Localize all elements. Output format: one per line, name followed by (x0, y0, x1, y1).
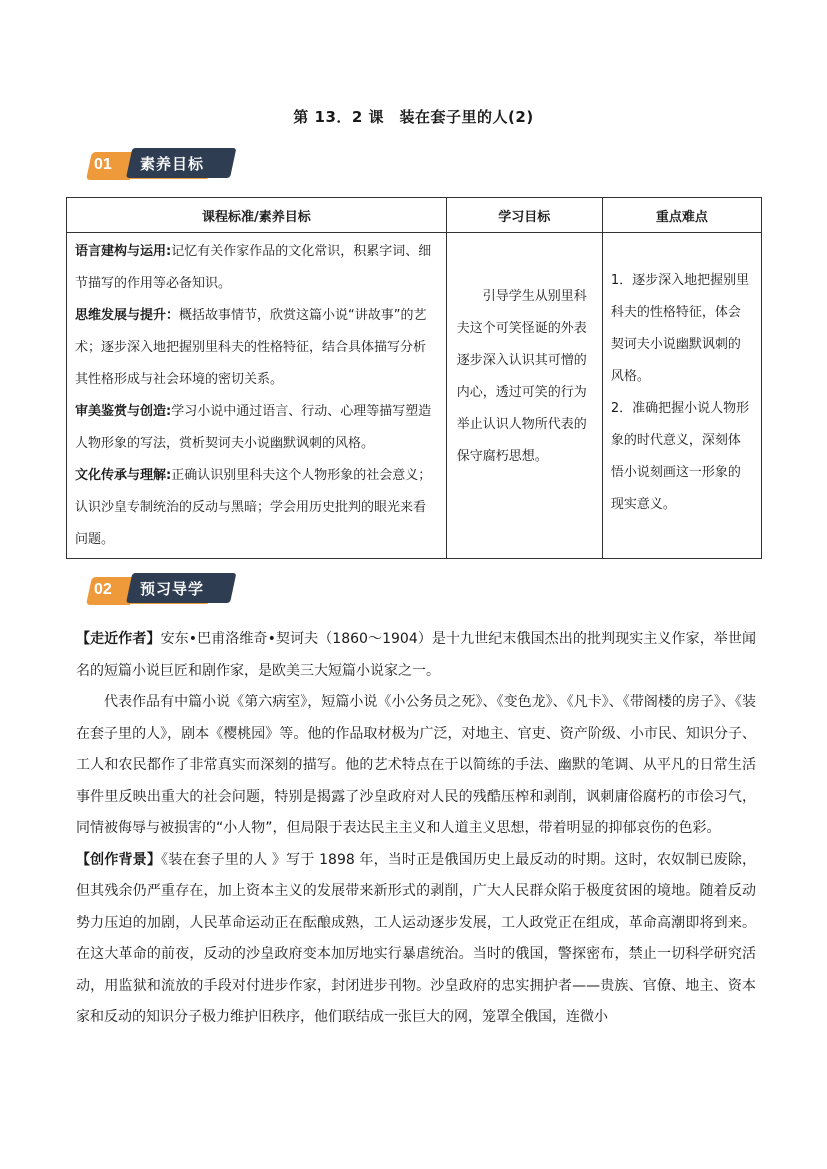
difficulty-item: 1．逐步深入地把握别里科夫的性格特征，体会契诃夫小说幽默讽刺的风格。 (610, 273, 750, 384)
standard-item (75, 460, 438, 556)
works-paragraph: 代表作品有中篇小说《第六病室》，短篇小说《小公务员之死》、《变色龙》、《凡卡》、《带阁楼的房子》、《装在套子里的人》，剧本《樱桃园》等。他的作品取材极为广泛，对地主、官吏、资产阶级、小市民、知识分子、工人和农民都作了非常真实而深刻的描写。他的艺术特点在于以简练的手法、幽默的笔调、从平凡的日常生活事件里反映出重大的社会问题，特别是揭露了沙皇政府对人民的残酷压榨和剥削，讽刺庸俗腐朽的市侩习气，同情被侮辱与被损害的“小人物”，但局限于表达民主主义和人道主义思想，带着明显的抑郁哀伤的色彩。 (76, 694, 756, 836)
section-number: 01 (94, 156, 112, 173)
standard-title: 文化传承与理解: (75, 468, 172, 483)
standard-title: 语言建构与运用: (75, 244, 172, 259)
goals-table (66, 197, 762, 559)
header-standards: 课程标准/素养目标 (67, 198, 447, 233)
section-number: 02 (94, 581, 112, 598)
standard-title: 思维发展与提升： (75, 308, 180, 323)
standard-item (75, 300, 438, 396)
difficulty-item: 2．准确把握小说人物形象的时代意义，深刻体悟小说刻画这一形象的现实意义。 (610, 401, 750, 512)
difficulties-cell (602, 233, 761, 559)
standards-cell (67, 233, 447, 559)
standard-item (75, 236, 438, 300)
table-row (67, 233, 762, 559)
preview-body (76, 624, 756, 1034)
standard-text: 学习小说中通过语言、行动、心理等描写塑造人物形象的写法，赏析契诃夫小说幽默讽刺的风格。 (75, 404, 432, 451)
author-paragraph (76, 624, 756, 687)
section-header-goals (86, 148, 232, 180)
section-label: 素养目标 (140, 155, 205, 173)
standard-text: 概括故事情节，欣赏这篇小说“讲故事”的艺术；逐步深入地把握别里科夫的性格特征，结合具体描写分析其性格形成与社会环境的密切关系。 (75, 308, 427, 387)
author-text: 安东•巴甫洛维奇•契诃夫（1860～1904）是十九世纪末俄国杰出的批判现实主义作家，举世闻名的短篇小说巨匠和剧作家，是欧美三大短篇小说家之一。 (76, 631, 756, 679)
table-header-row (67, 198, 762, 233)
standard-title: 审美鉴赏与创造: (75, 404, 172, 419)
author-label: 【走近作者】 (76, 631, 161, 647)
header-difficulties: 重点难点 (602, 198, 761, 233)
section-header-preview (86, 573, 232, 605)
section-label: 预习导学 (140, 580, 205, 598)
learning-goal-cell: 引导学生从别里科夫这个可笑怪诞的外表逐步深入认识其可憎的内心，透过可笑的行为举止认识人物所代表的保守腐朽思想。 (446, 233, 602, 559)
standard-item (75, 396, 438, 460)
background-text: 《装在套子里的人 》写于 1898 年，当时正是俄国历史上最反动的时期。这时，农奴制已废除，但其残余仍严重存在，加上资本主义的发展带来新形式的剥削，广大人民群众陷于极度贫困的境地。随着反动势力压迫的加剧，人民革命运动正在酝酿成熟，工人运动逐步发展，工人政党正在组成，革命高潮即将到来。在这大革命的前夜，反动的沙皇政府变本加厉地实行暴虐统治。当时的俄国，警探密布，禁止一切科学研究活动，用监狱和流放的手段对付进步作家，封闭进步刊物。沙皇政府的忠实拥护者——贵族、官僚、地主、资本家和反动的知识分子极力维护旧秩序，他们联结成一张巨大的网，笼罩全俄国，连微小 (76, 851, 757, 1025)
page-title: 第 13．2 课 装在套子里的人(2) (293, 108, 534, 126)
background-paragraph (76, 845, 756, 1034)
header-learning-goals: 学习目标 (446, 198, 602, 233)
background-label: 【创作背景】 (76, 851, 162, 868)
standard-text: 正确认识别里科夫这个人物形象的社会意义；认识沙皇专制统治的反动与黑暗；学会用历史批判的眼光来看问题。 (75, 468, 432, 547)
standard-text: 记忆有关作家作品的文化常识，积累字词、细节描写的作用等必备知识。 (75, 244, 432, 291)
